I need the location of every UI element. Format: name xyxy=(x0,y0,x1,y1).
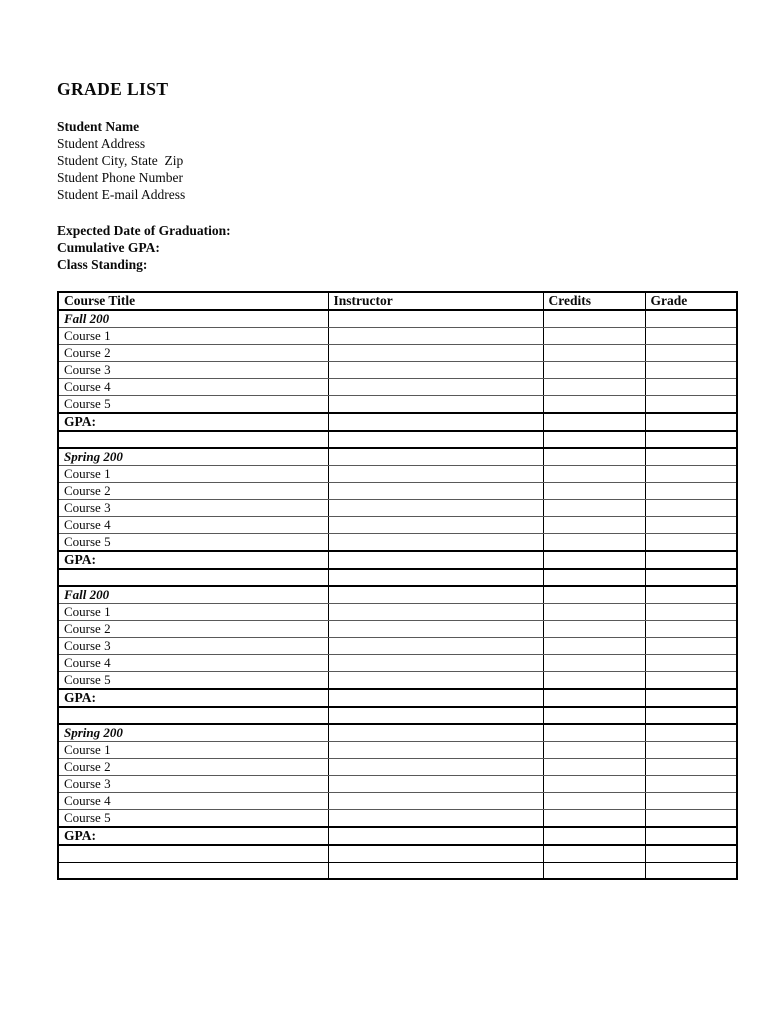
course-row xyxy=(58,396,737,414)
table-cell xyxy=(328,466,543,483)
gpa-label: GPA: xyxy=(58,551,328,569)
table-cell xyxy=(328,310,543,328)
table-cell xyxy=(543,431,645,448)
empty-row xyxy=(58,862,737,879)
gpa-label: GPA: xyxy=(58,689,328,707)
course-label: Course 1 xyxy=(58,742,328,759)
term-label: Spring 200 xyxy=(58,448,328,466)
table-cell xyxy=(543,827,645,845)
table-cell xyxy=(543,586,645,604)
term-row xyxy=(58,586,737,604)
table-cell xyxy=(645,707,737,724)
class-standing-label: Class Standing: xyxy=(57,257,148,272)
table-cell xyxy=(328,793,543,810)
empty-row xyxy=(58,845,737,862)
table-cell xyxy=(645,724,737,742)
column-header-credits: Credits xyxy=(543,292,645,310)
course-label: Course 4 xyxy=(58,793,328,810)
table-cell xyxy=(328,379,543,396)
course-row xyxy=(58,328,737,345)
table-cell xyxy=(328,845,543,862)
course-label: Course 1 xyxy=(58,604,328,621)
table-cell xyxy=(543,396,645,414)
table-cell xyxy=(328,655,543,672)
grade-table-body xyxy=(58,310,737,879)
table-cell xyxy=(328,534,543,552)
table-cell xyxy=(543,483,645,500)
course-row xyxy=(58,655,737,672)
student-name: Student Name xyxy=(57,119,140,134)
course-row xyxy=(58,621,737,638)
table-cell xyxy=(328,827,543,845)
table-cell xyxy=(543,655,645,672)
term-row xyxy=(58,724,737,742)
table-cell xyxy=(645,862,737,879)
student-city-state-zip: Student City, State Zip xyxy=(57,153,184,168)
course-label: Course 5 xyxy=(58,534,328,552)
student-address: Student Address xyxy=(57,136,146,151)
table-cell xyxy=(645,604,737,621)
table-cell xyxy=(543,328,645,345)
table-cell xyxy=(645,483,737,500)
gpa-label: GPA: xyxy=(58,827,328,845)
table-cell xyxy=(328,724,543,742)
gpa-row xyxy=(58,551,737,569)
term-label: Fall 200 xyxy=(58,586,328,604)
student-phone: Student Phone Number xyxy=(57,170,183,185)
table-cell xyxy=(543,569,645,586)
table-cell xyxy=(645,466,737,483)
table-cell xyxy=(543,466,645,483)
course-row xyxy=(58,742,737,759)
table-cell xyxy=(645,448,737,466)
term-row xyxy=(58,448,737,466)
table-cell xyxy=(645,310,737,328)
course-label: Course 3 xyxy=(58,776,328,793)
table-header-row xyxy=(58,292,737,310)
gpa-row xyxy=(58,689,737,707)
graduation-date-label: Expected Date of Graduation: xyxy=(57,223,231,238)
table-cell xyxy=(328,776,543,793)
column-header-course-title: Course Title xyxy=(58,292,328,310)
course-row xyxy=(58,672,737,690)
course-row xyxy=(58,362,737,379)
table-cell xyxy=(543,742,645,759)
table-cell xyxy=(543,310,645,328)
course-label: Course 2 xyxy=(58,621,328,638)
table-cell xyxy=(645,517,737,534)
course-label: Course 3 xyxy=(58,500,328,517)
separator-row xyxy=(58,707,737,724)
table-cell xyxy=(328,483,543,500)
student-email: Student E-mail Address xyxy=(57,187,186,202)
course-row xyxy=(58,638,737,655)
table-cell xyxy=(543,810,645,828)
table-cell xyxy=(645,500,737,517)
table-cell xyxy=(328,551,543,569)
table-cell xyxy=(645,672,737,690)
separator-row xyxy=(58,569,737,586)
grade-table xyxy=(57,291,738,880)
course-row xyxy=(58,466,737,483)
table-cell xyxy=(645,413,737,431)
table-cell xyxy=(328,569,543,586)
table-cell xyxy=(543,776,645,793)
table-cell xyxy=(328,396,543,414)
table-cell xyxy=(543,621,645,638)
course-label: Course 2 xyxy=(58,759,328,776)
table-cell xyxy=(543,845,645,862)
course-label: Course 2 xyxy=(58,483,328,500)
table-cell xyxy=(543,672,645,690)
student-info-block xyxy=(57,118,738,203)
course-row xyxy=(58,483,737,500)
table-cell xyxy=(328,742,543,759)
term-label: Fall 200 xyxy=(58,310,328,328)
table-cell xyxy=(543,448,645,466)
gpa-row xyxy=(58,413,737,431)
table-cell xyxy=(543,604,645,621)
table-cell xyxy=(543,793,645,810)
table-cell xyxy=(645,759,737,776)
table-cell xyxy=(645,431,737,448)
table-cell xyxy=(645,362,737,379)
table-cell xyxy=(328,448,543,466)
course-row xyxy=(58,379,737,396)
summary-block xyxy=(57,222,738,273)
table-cell xyxy=(645,845,737,862)
table-cell xyxy=(328,604,543,621)
gpa-label: GPA: xyxy=(58,413,328,431)
table-cell xyxy=(645,742,737,759)
table-cell xyxy=(645,534,737,552)
table-cell xyxy=(328,517,543,534)
table-cell xyxy=(328,638,543,655)
course-label: Course 1 xyxy=(58,328,328,345)
table-cell xyxy=(543,362,645,379)
page-title: GRADE LIST xyxy=(57,79,169,99)
course-label: Course 5 xyxy=(58,672,328,690)
course-row xyxy=(58,604,737,621)
table-cell xyxy=(58,569,328,586)
table-cell xyxy=(328,689,543,707)
course-label: Course 5 xyxy=(58,810,328,828)
table-cell xyxy=(543,551,645,569)
table-cell xyxy=(645,776,737,793)
table-cell xyxy=(645,569,737,586)
column-header-instructor: Instructor xyxy=(328,292,543,310)
table-cell xyxy=(58,707,328,724)
table-cell xyxy=(543,759,645,776)
table-cell xyxy=(543,638,645,655)
table-cell xyxy=(58,845,328,862)
table-cell xyxy=(328,672,543,690)
table-cell xyxy=(543,689,645,707)
table-cell xyxy=(645,689,737,707)
table-cell xyxy=(328,621,543,638)
table-cell xyxy=(543,517,645,534)
course-label: Course 1 xyxy=(58,466,328,483)
table-cell xyxy=(645,396,737,414)
table-cell xyxy=(645,638,737,655)
course-label: Course 4 xyxy=(58,517,328,534)
table-cell xyxy=(328,759,543,776)
table-cell xyxy=(328,345,543,362)
course-label: Course 2 xyxy=(58,345,328,362)
table-cell xyxy=(645,551,737,569)
table-cell xyxy=(645,827,737,845)
table-cell xyxy=(543,500,645,517)
course-row xyxy=(58,517,737,534)
table-cell xyxy=(328,431,543,448)
table-cell xyxy=(645,655,737,672)
course-row xyxy=(58,776,737,793)
term-row xyxy=(58,310,737,328)
course-row xyxy=(58,810,737,828)
table-cell xyxy=(543,345,645,362)
cumulative-gpa-label: Cumulative GPA: xyxy=(57,240,160,255)
table-cell xyxy=(645,621,737,638)
table-cell xyxy=(645,345,737,362)
table-cell xyxy=(58,862,328,879)
table-cell xyxy=(328,707,543,724)
course-row xyxy=(58,534,737,552)
table-cell xyxy=(328,862,543,879)
table-cell xyxy=(328,586,543,604)
course-row xyxy=(58,793,737,810)
separator-row xyxy=(58,431,737,448)
table-cell xyxy=(328,810,543,828)
table-cell xyxy=(328,413,543,431)
table-cell xyxy=(543,534,645,552)
course-label: Course 3 xyxy=(58,638,328,655)
course-label: Course 4 xyxy=(58,655,328,672)
table-cell xyxy=(543,379,645,396)
gpa-row xyxy=(58,827,737,845)
course-row xyxy=(58,345,737,362)
table-cell xyxy=(328,328,543,345)
table-cell xyxy=(328,500,543,517)
table-cell xyxy=(543,724,645,742)
course-label: Course 4 xyxy=(58,379,328,396)
table-cell xyxy=(328,362,543,379)
table-cell xyxy=(645,586,737,604)
table-cell xyxy=(645,810,737,828)
table-cell xyxy=(543,413,645,431)
table-cell xyxy=(645,379,737,396)
table-cell xyxy=(645,328,737,345)
table-cell xyxy=(58,431,328,448)
course-label: Course 5 xyxy=(58,396,328,414)
table-cell xyxy=(645,793,737,810)
table-cell xyxy=(543,707,645,724)
column-header-grade: Grade xyxy=(645,292,737,310)
term-label: Spring 200 xyxy=(58,724,328,742)
course-row xyxy=(58,759,737,776)
course-row xyxy=(58,500,737,517)
table-cell xyxy=(543,862,645,879)
course-label: Course 3 xyxy=(58,362,328,379)
